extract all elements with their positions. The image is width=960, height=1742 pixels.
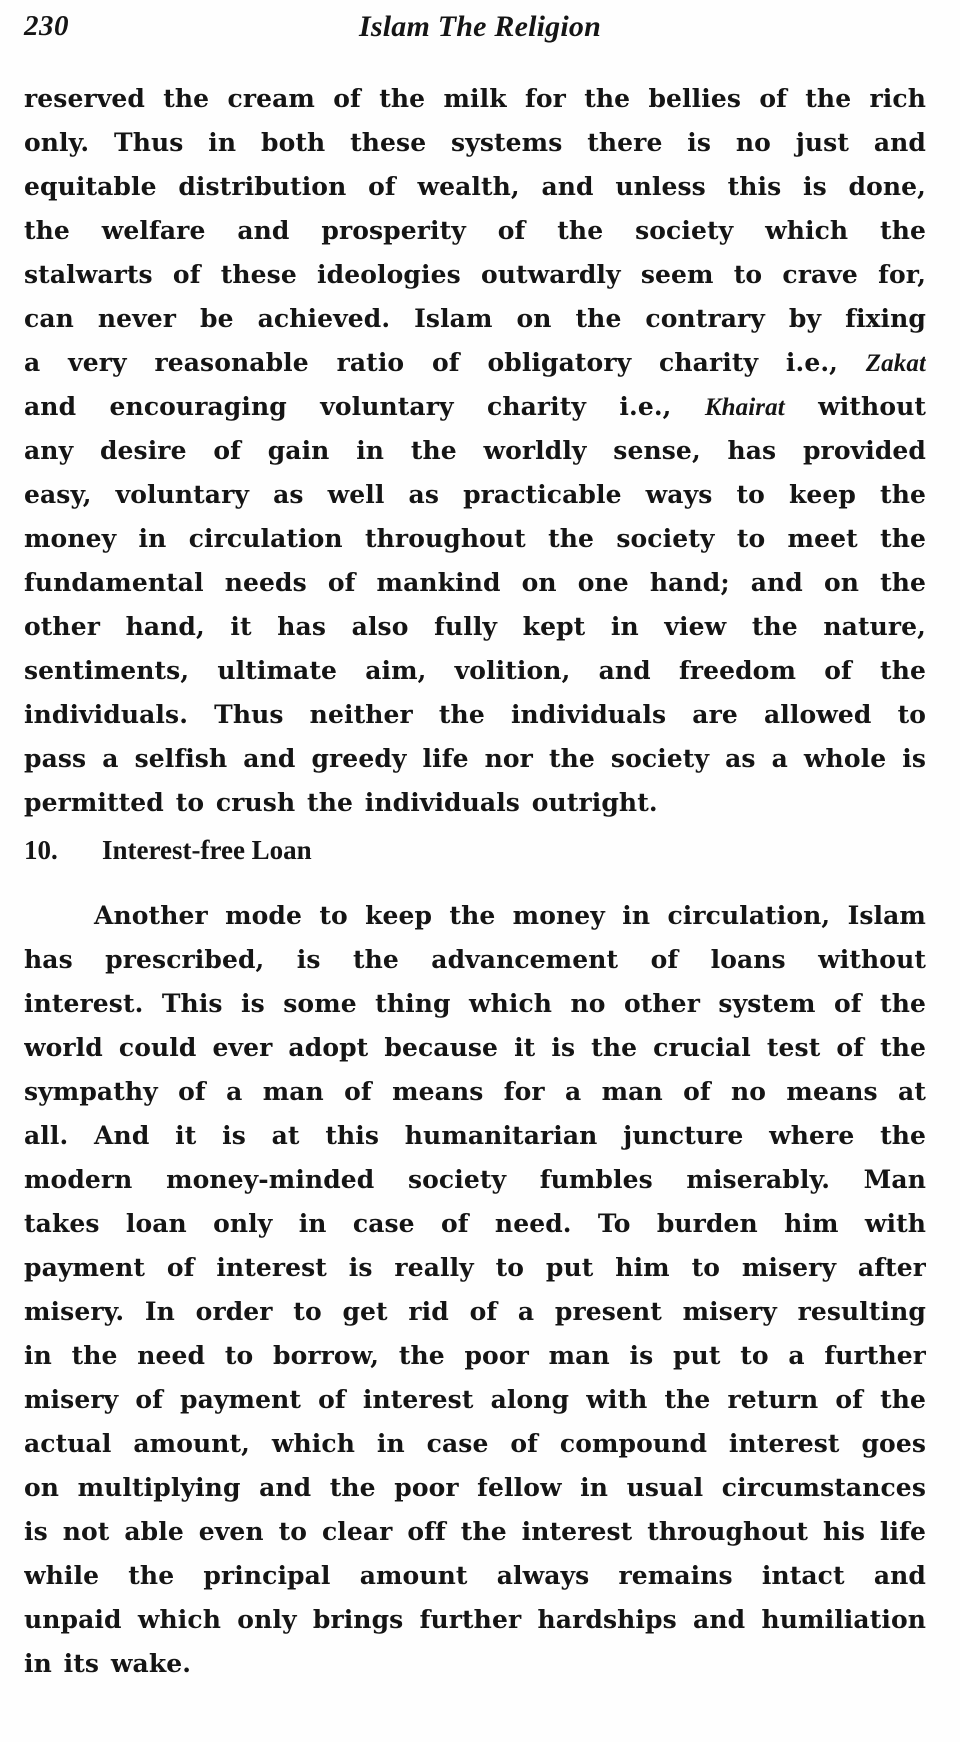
text-line: other hand, it has also fully kept in view the nature, <box>24 612 926 641</box>
text-line: misery. In order to get rid of a present misery resulting <box>24 1297 926 1326</box>
page-number: 230 <box>24 10 69 42</box>
term-khairat: Khairat <box>704 394 785 421</box>
text-line: sympathy of a man of means for a man of no means at <box>24 1077 926 1106</box>
text-segment: a very reasonable ratio of obligatory charity i.e., <box>24 348 838 377</box>
text-line: payment of interest is really to put him to misery after <box>24 1253 926 1282</box>
text-line: misery of payment of interest along with the return of the <box>24 1385 926 1414</box>
text-line: takes loan only in case of need. To burden him with <box>24 1209 926 1238</box>
text-line: actual amount, which in case of compound interest goes <box>24 1429 926 1458</box>
text-line: in its wake. <box>24 1649 192 1678</box>
text-line: any desire of gain in the worldly sense, has provided <box>24 436 926 465</box>
text-line-with-term <box>24 341 926 385</box>
text-line: on multiplying and the poor fellow in usual circumstances <box>24 1473 926 1502</box>
text-line: pass a selfish and greedy life nor the society as a whole is <box>24 744 926 773</box>
running-title: Islam The Religion <box>359 10 601 43</box>
text-line: has prescribed, is the advancement of loans without <box>24 945 926 974</box>
section-heading <box>24 835 312 866</box>
text-line: easy, voluntary as well as practicable ways to keep the <box>24 480 926 509</box>
text-segment: without <box>818 392 926 421</box>
text-line: money in circulation throughout the society to meet the <box>24 524 926 553</box>
paragraph-1 <box>24 77 926 825</box>
text-line: reserved the cream of the milk for the bellies of the rich <box>24 84 926 113</box>
text-line: while the principal amount always remains intact and <box>24 1561 926 1590</box>
text-line: the welfare and prosperity of the society which the <box>24 216 926 245</box>
text-line: equitable distribution of wealth, and unless this is done, <box>24 172 926 201</box>
text-line: world could ever adopt because it is the crucial test of the <box>24 1033 926 1062</box>
text-line: only. Thus in both these systems there is no just and <box>24 128 926 157</box>
paragraph-2 <box>24 894 926 1686</box>
text-line: is not able even to clear off the interest throughout his life <box>24 1517 926 1546</box>
text-line: Another mode to keep the money in circulation, Islam <box>94 901 926 930</box>
term-zakat: Zakat <box>865 350 926 377</box>
text-line: stalwarts of these ideologies outwardly seem to crave for, <box>24 260 926 289</box>
text-line: sentiments, ultimate aim, volition, and freedom of the <box>24 656 926 685</box>
text-line: individuals. Thus neither the individuals are allowed to <box>24 700 926 729</box>
text-line-with-term <box>24 385 926 429</box>
section-number: 10. <box>24 835 58 865</box>
text-line: interest. This is some thing which no other system of the <box>24 989 926 1018</box>
text-line: fundamental needs of mankind on one hand; and on the <box>24 568 926 597</box>
text-line: unpaid which only brings further hardships and humiliation <box>24 1605 926 1634</box>
text-segment: and encouraging voluntary charity i.e., <box>24 392 672 421</box>
text-line: can never be achieved. Islam on the contrary by fixing <box>24 304 926 333</box>
text-line: all. And it is at this humanitarian juncture where the <box>24 1121 926 1150</box>
section-title: Interest-free Loan <box>102 835 312 865</box>
text-line: modern money-minded society fumbles miserably. Man <box>24 1165 926 1194</box>
text-line: permitted to crush the individuals outright. <box>24 788 658 817</box>
text-line: in the need to borrow, the poor man is put to a further <box>24 1341 926 1370</box>
page-header <box>24 10 936 60</box>
